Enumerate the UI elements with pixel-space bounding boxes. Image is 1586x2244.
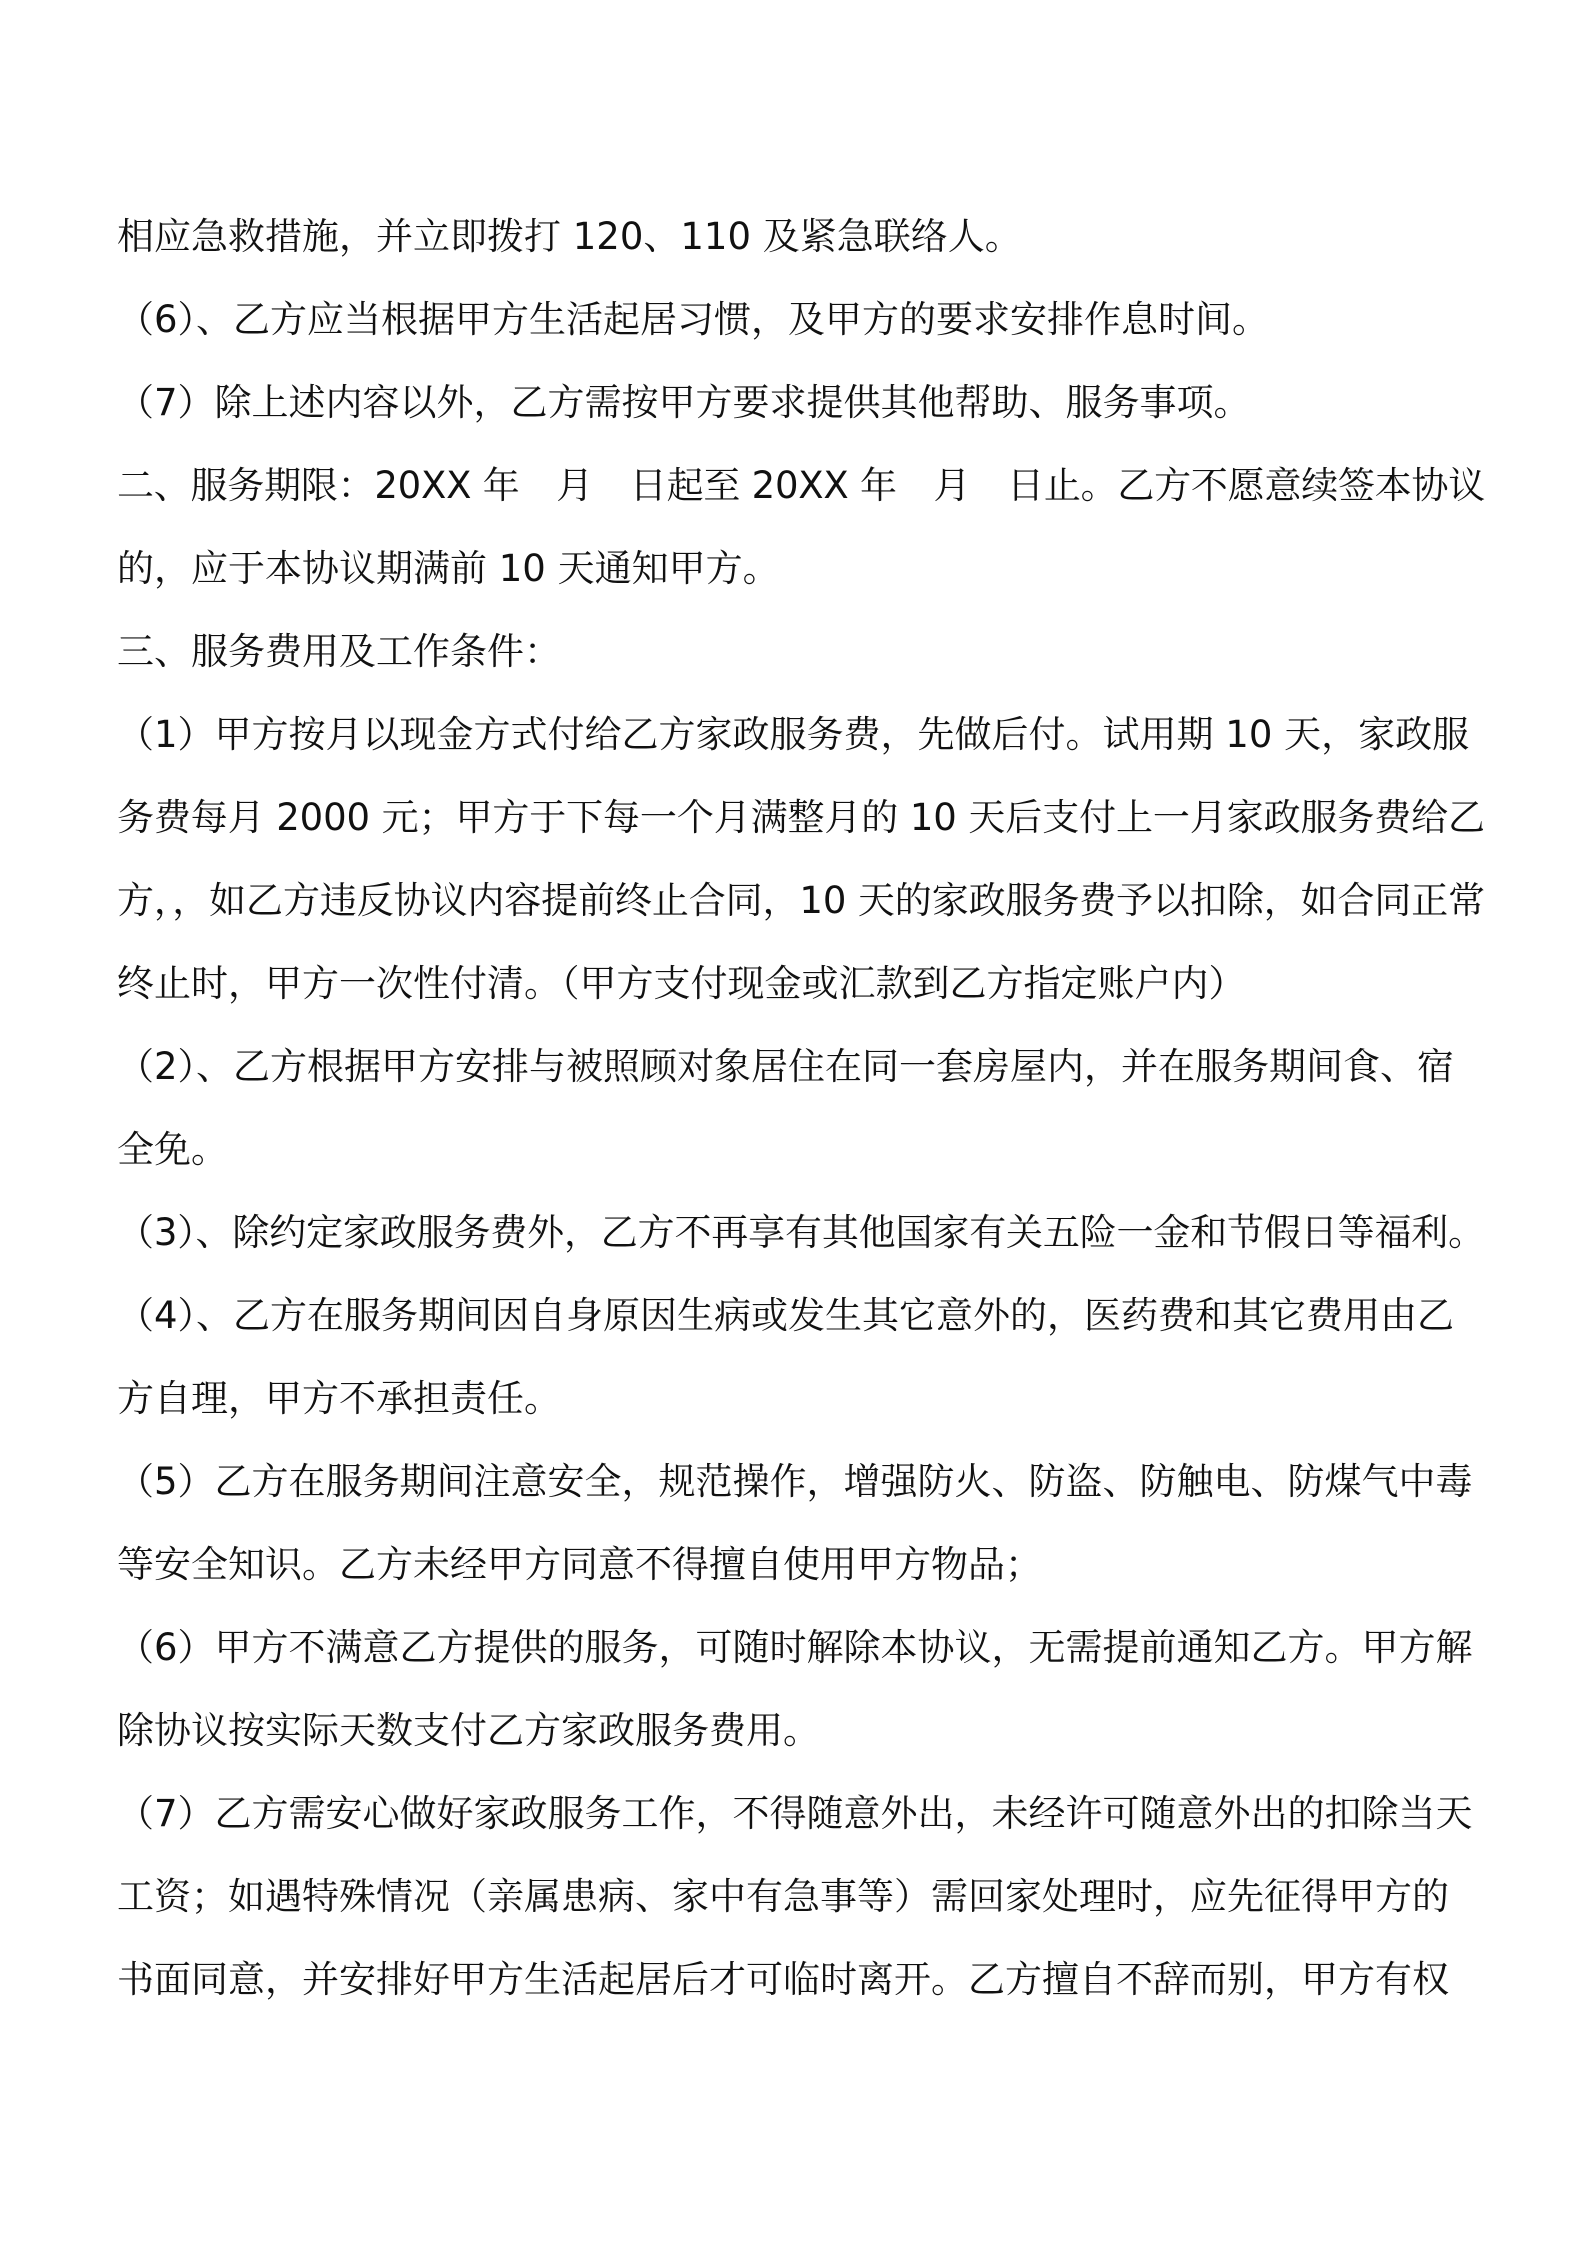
section-heading: 三、服务费用及工作条件： — [117, 630, 561, 673]
text-line: 工资；如遇特殊情况（亲属患病、家中有急事等）需回家处理时，应先征得甲方的 — [117, 1875, 1449, 1918]
document-body — [117, 195, 1485, 2021]
text-line: 的，应于本协议期满前 10 天通知甲方。 — [117, 547, 780, 590]
text-line: 方自理，甲方不承担责任。 — [117, 1377, 561, 1420]
text-line: （1）甲方按月以现金方式付给乙方家政服务费，先做后付。试用期 10 天，家政服 — [117, 713, 1470, 756]
text-line: （6）、乙方应当根据甲方生活起居习惯，及甲方的要求安排作息时间。 — [117, 298, 1270, 341]
text-line: （4）、乙方在服务期间因自身原因生病或发生其它意外的，医药费和其它费用由乙 — [117, 1294, 1455, 1337]
text-line: （7）除上述内容以外，乙方需按甲方要求提供其他帮助、服务事项。 — [117, 381, 1251, 424]
text-line: 方，，如乙方违反协议内容提前终止合同，10 天的家政服务费予以扣除，如合同正常 — [117, 879, 1486, 922]
text-line: （2）、乙方根据甲方安排与被照顾对象居住在同一套房屋内，并在服务期间食、宿 — [117, 1045, 1455, 1088]
text-line: 全免。 — [117, 1128, 228, 1171]
text-line: 等安全知识。乙方未经甲方同意不得擅自使用甲方物品； — [117, 1543, 1042, 1586]
text-line: （3）、除约定家政服务费外，乙方不再享有其他国家有关五险一金和节假日等福利。 — [117, 1211, 1485, 1254]
text-line: 二、服务期限：20XX 年 月 日起至 20XX 年 月 日止。乙方不愿意续签本协议 — [117, 464, 1486, 507]
text-line: （7）乙方需安心做好家政服务工作，不得随意外出，未经许可随意外出的扣除当天 — [117, 1792, 1473, 1835]
text-line: （6）甲方不满意乙方提供的服务，可随时解除本协议，无需提前通知乙方。甲方解 — [117, 1626, 1473, 1669]
text-line: 务费每月 2000 元；甲方于下每一个月满整月的 10 天后支付上一月家政服务费给乙 — [117, 796, 1485, 839]
text-line: 相应急救措施，并立即拨打 120、110 及紧急联络人。 — [117, 215, 1022, 258]
text-line: 除协议按实际天数支付乙方家政服务费用。 — [117, 1709, 820, 1752]
text-line: （5）乙方在服务期间注意安全，规范操作，增强防火、防盗、防触电、防煤气中毒 — [117, 1460, 1473, 1503]
text-line: 书面同意，并安排好甲方生活起居后才可临时离开。乙方擅自不辞而别，甲方有权 — [117, 1958, 1449, 2001]
text-line: 终止时，甲方一次性付清。（甲方支付现金或汇款到乙方指定账户内） — [117, 962, 1246, 1005]
